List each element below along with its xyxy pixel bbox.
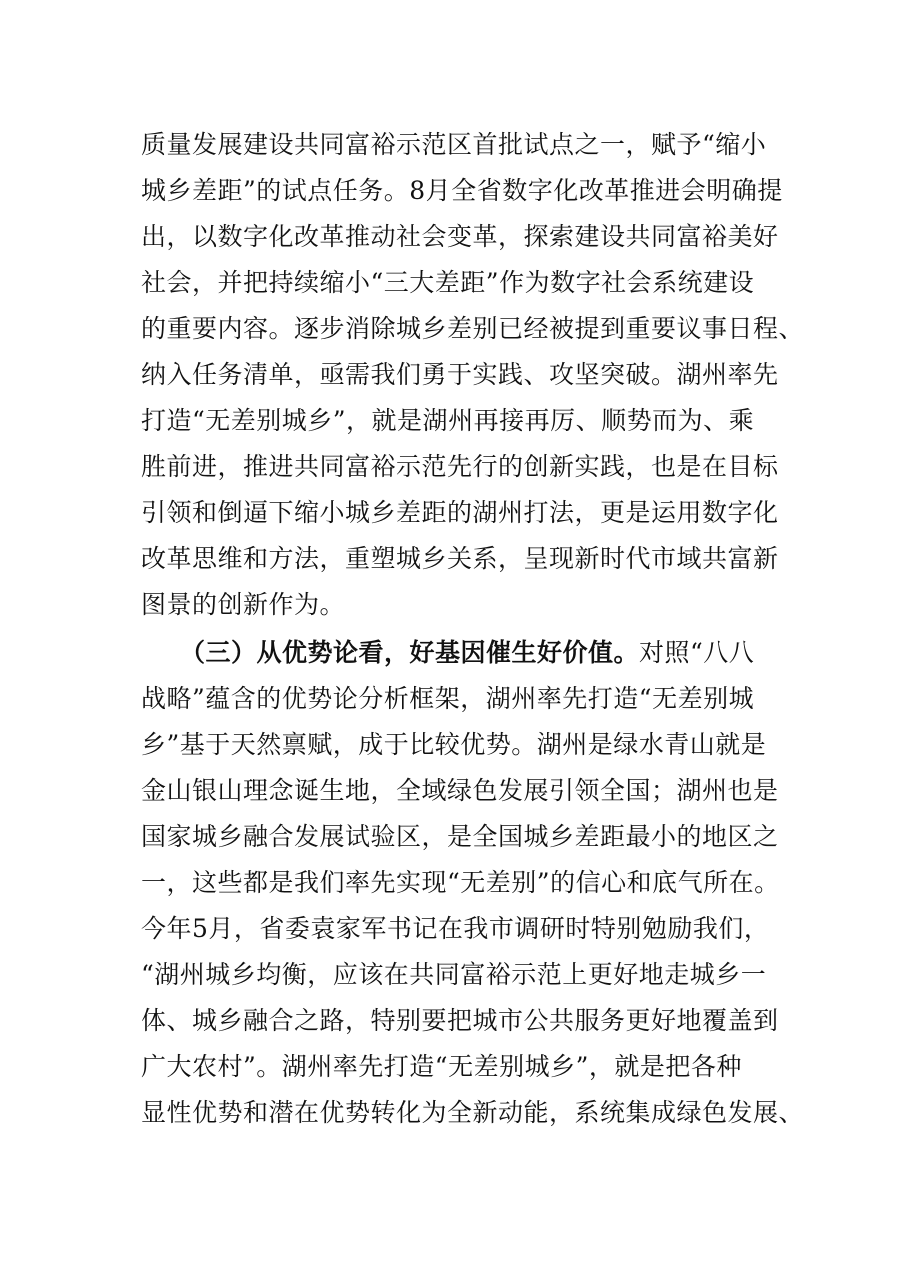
section-heading-continuation: 对照“八八	[639, 638, 755, 667]
body-text-line: 质量发展建设共同富裕示范区首批试点之一，赋予“缩小	[141, 130, 767, 159]
section-text-line: 战略”蕴含的优势论分析框架，湖州率先打造“无差别城	[141, 684, 755, 713]
body-text-line: 社会，并把持续缩小“三大差距”作为数字社会系统建设	[141, 268, 755, 297]
section-heading: （三）从优势论看，好基因催生好价值。	[180, 638, 640, 667]
section-text-line: “湖州城乡均衡，应该在共同富裕示范上更好地走城乡一	[141, 960, 767, 989]
section-heading-line	[180, 633, 820, 673]
body-text-line: 纳入任务清单，亟需我们勇于实践、攻坚突破。湖州率先	[141, 360, 779, 389]
body-text-line: 的重要内容。逐步消除城乡差别已经被提到重要议事日程、	[141, 314, 805, 343]
section-text-line: 金山银山理念诞生地，全域绿色发展引领全国；湖州也是	[141, 776, 779, 805]
body-text-line: 胜前进，推进共同富裕示范先行的创新实践，也是在目标	[141, 452, 779, 481]
body-text-line: 改革思维和方法，重塑城乡关系，呈现新时代市域共富新	[141, 544, 779, 573]
body-text-line: 图景的创新作为。	[141, 590, 346, 619]
body-text-line: 引领和倒逼下缩小城乡差距的湖州打法，更是运用数字化	[141, 498, 779, 527]
section-text-line: 乡”基于天然禀赋，成于比较优势。湖州是绿水青山就是	[141, 730, 767, 759]
body-text-line: 出，以数字化改革推动社会变革，探索建设共同富裕美好	[141, 222, 779, 251]
section-text-line: 一，这些都是我们率先实现“无差别”的信心和底气所在。	[141, 868, 780, 897]
section-text-line: 显性优势和潜在优势转化为全新动能，系统集成绿色发展、	[141, 1098, 805, 1127]
section-text-line: 广大农村”。湖州率先打造“无差别城乡”，就是把各种	[141, 1052, 742, 1081]
section-text-line: 国家城乡融合发展试验区，是全国城乡差距最小的地区之	[141, 822, 779, 851]
section-text-line: 今年5月，省委袁家军书记在我市调研时特别勉励我们，	[141, 914, 770, 943]
section-text-line: 体、城乡融合之路，特别要把城市公共服务更好地覆盖到	[141, 1006, 779, 1035]
body-text-line: 打造“无差别城乡”，就是湖州再接再厉、顺势而为、乘	[141, 406, 755, 435]
body-text-line: 城乡差距”的试点任务。8月全省数字化改革推进会明确提	[141, 176, 783, 205]
